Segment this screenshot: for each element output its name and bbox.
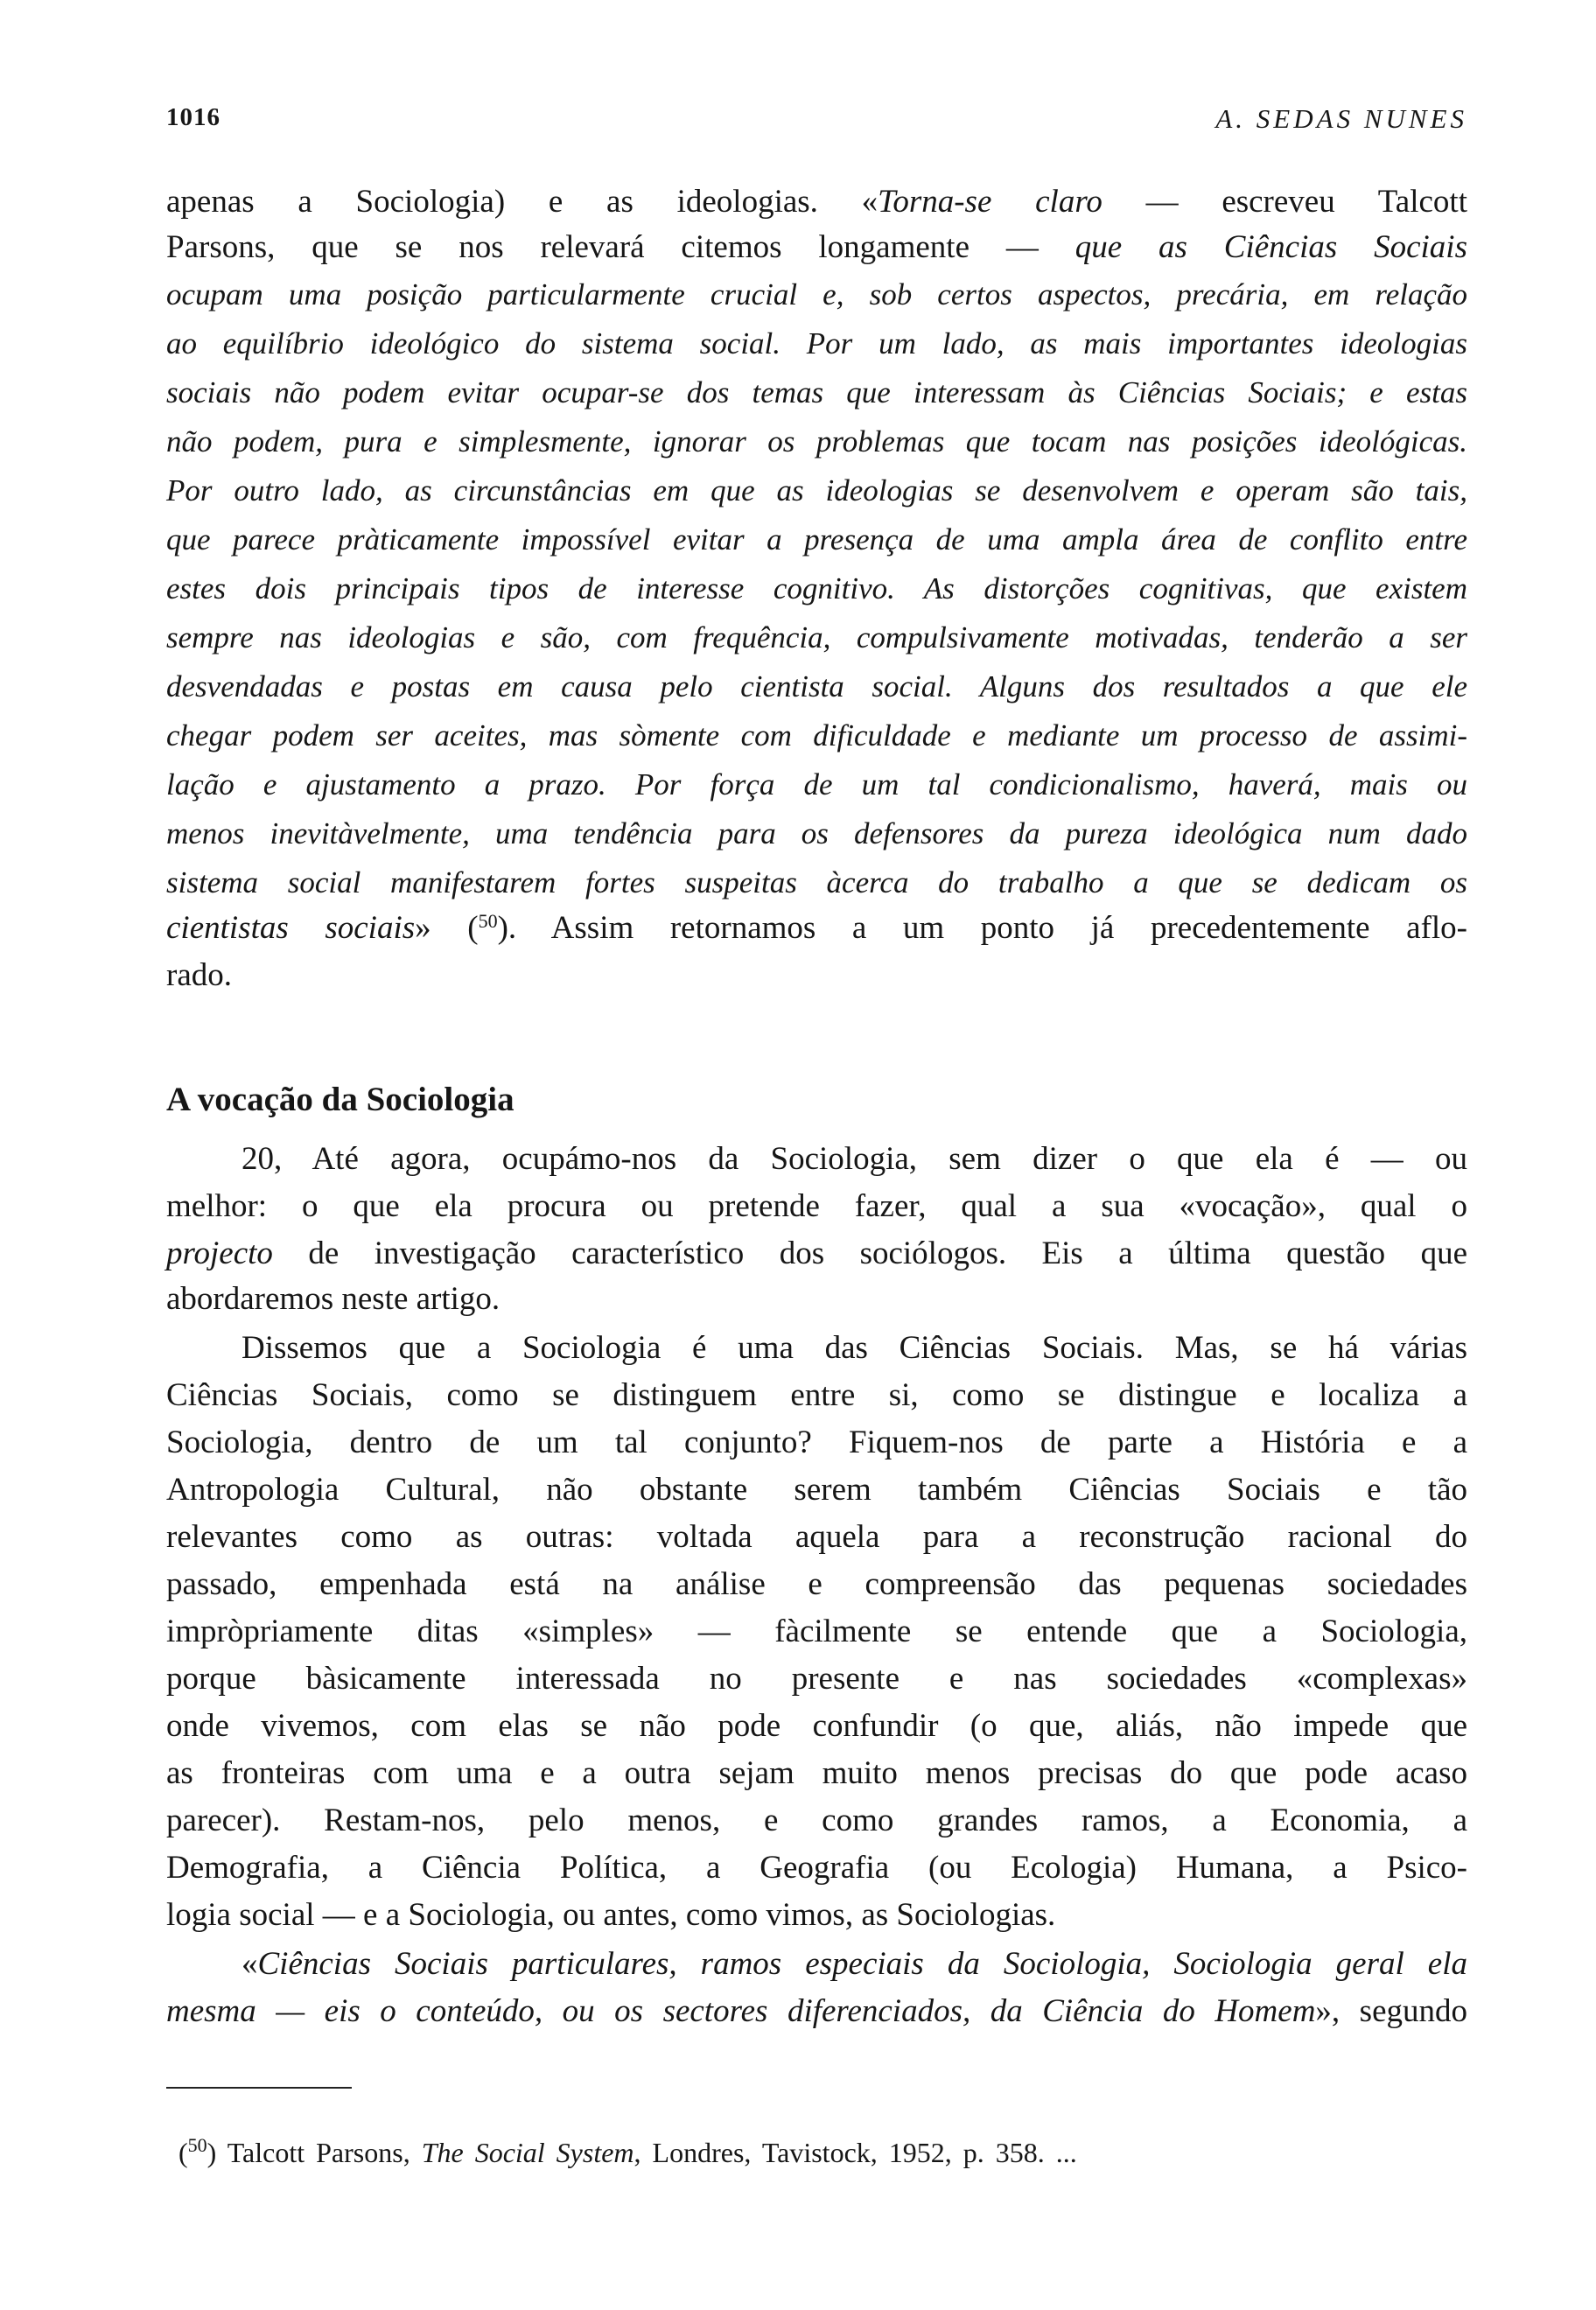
section-heading: A vocação da Sociologia bbox=[166, 1081, 514, 1118]
paragraph-3-line-12: Demografia, a Ciência Política, a Geografia (ou Ecologia) Humana, a Psico- bbox=[166, 1850, 1467, 1886]
running-header bbox=[166, 103, 1467, 138]
paragraph-1-line-7: Por outro lado, as circunstâncias em que as ideologias se desenvolvem e operam são tais, bbox=[166, 473, 1467, 508]
paragraph-2-line-4: abordaremos neste artigo. bbox=[166, 1281, 500, 1317]
running-title: A. SEDAS NUNES bbox=[1215, 103, 1467, 134]
paragraph-2-line-3: projecto de investigação característico dos sociólogos. Eis a última questão que bbox=[166, 1236, 1467, 1271]
page-number: 1016 bbox=[166, 103, 220, 131]
paragraph-1-line-11: desvendadas e postas em causa pelo cientista social. Alguns dos resultados a que ele bbox=[166, 669, 1467, 704]
paragraph-1-line-1: apenas a Sociologia) e as ideologias. «Torna-se claro — escreveu Talcott bbox=[166, 184, 1467, 220]
paragraph-1-line-17: rado. bbox=[166, 957, 232, 993]
paragraph-2-line-1: 20, Até agora, ocupámo-nos da Sociologia, sem dizer o que ela é — ou bbox=[242, 1141, 1467, 1177]
footnote-reference: 50 bbox=[478, 910, 498, 932]
paragraph-1-line-10: sempre nas ideologias e são, com frequência, compulsivamente motivadas, tenderão a ser bbox=[166, 620, 1467, 654]
paragraph-3-line-4: Antropologia Cultural, não obstante serem também Ciências Sociais e tão bbox=[166, 1472, 1467, 1508]
paragraph-3-line-3: Sociologia, dentro de um tal conjunto? Fiquem-nos de parte a História e a bbox=[166, 1424, 1467, 1460]
paragraph-1-line-3: ocupam uma posição particularmente crucial e, sob certos aspectos, precária, em relação bbox=[166, 277, 1467, 312]
paragraph-3-line-2: Ciências Sociais, como se distinguem entre si, como se distingue e localiza a bbox=[166, 1377, 1467, 1413]
paragraph-4-line-1: «Ciências Sociais particulares, ramos especiais da Sociologia, Sociologia geral ela bbox=[242, 1946, 1467, 1982]
paragraph-3-line-10: as fronteiras com uma e a outra sejam muito menos precisas do que pode acaso bbox=[166, 1755, 1467, 1791]
paragraph-1-line-12: chegar podem ser aceites, mas sòmente com dificuldade e mediante um processo de assimi- bbox=[166, 718, 1467, 752]
paragraph-3-line-1: Dissemos que a Sociologia é uma das Ciências Sociais. Mas, se há várias bbox=[242, 1330, 1467, 1366]
paragraph-3-line-6: passado, empenhada está na análise e compreensão das pequenas sociedades bbox=[166, 1566, 1467, 1602]
paragraph-1-line-15: sistema social manifestarem fortes suspeitas àcerca do trabalho a que se dedicam os bbox=[166, 865, 1467, 900]
paragraph-1-line-13: lação e ajustamento a prazo. Por força de um tal condicionalismo, haverá, mais ou bbox=[166, 767, 1467, 802]
paragraph-1-line-6: não podem, pura e simplesmente, ignorar os problemas que tocam nas posições ideológicas. bbox=[166, 424, 1467, 458]
paragraph-1-line-2: Parsons, que se nos relevará citemos longamente — que as Ciências Sociais bbox=[166, 229, 1467, 265]
footnote-book-title: The Social System bbox=[421, 2137, 634, 2168]
paragraph-1-line-4: ao equilíbrio ideológico do sistema social. Por um lado, as mais importantes ideologias bbox=[166, 326, 1467, 360]
paragraph-1-line-8: que parece pràticamente impossível evitar a presença de uma ampla área de conflito entre bbox=[166, 522, 1467, 556]
paragraph-3-line-9: onde vivemos, com elas se não pode confundir (o que, aliás, não impede que bbox=[166, 1708, 1467, 1744]
paragraph-2-line-2: melhor: o que ela procura ou pretende fazer, qual a sua «vocação», qual o bbox=[166, 1188, 1467, 1224]
paragraph-1-line-5: sociais não podem evitar ocupar-se dos temas que interessam às Ciências Sociais; e estas bbox=[166, 375, 1467, 410]
paragraph-3-line-5: relevantes como as outras: voltada aquela para a reconstrução racional do bbox=[166, 1519, 1467, 1555]
paragraph-3-line-8: porque bàsicamente interessada no presente e nas sociedades «complexas» bbox=[166, 1661, 1467, 1697]
paragraph-4-line-2: mesma — eis o conteúdo, ou os sectores diferenciados, da Ciência do Homem», segundo bbox=[166, 1993, 1467, 2029]
footnote: ($^{50}$) Talcott Parsons, The Social System, Londres, Tavistock, 1952, p. 358. ... bbox=[178, 2134, 1077, 2168]
paragraph-1-line-16: cientistas sociais» ($^{50}$). Assim retornamos a um ponto já precedentemente aflo- bbox=[166, 910, 1467, 946]
paragraph-3-line-7: impròpriamente ditas «simples» — fàcilmente se entende que a Sociologia, bbox=[166, 1614, 1467, 1649]
paragraph-3-line-11: parecer). Restam-nos, pelo menos, e como grandes ramos, a Economia, a bbox=[166, 1802, 1467, 1838]
footnote-marker: 50 bbox=[187, 2134, 207, 2156]
footnote-separator bbox=[166, 2087, 352, 2089]
paragraph-1-line-14: menos inevitàvelmente, uma tendência para os defensores da pureza ideológica num dado bbox=[166, 816, 1467, 850]
paragraph-3-line-13: logia social — e a Sociologia, ou antes, como vimos, as Sociologias. bbox=[166, 1897, 1056, 1933]
paragraph-1-line-9: estes dois principais tipos de interesse cognitivo. As distorções cognitivas, que existem bbox=[166, 571, 1467, 606]
